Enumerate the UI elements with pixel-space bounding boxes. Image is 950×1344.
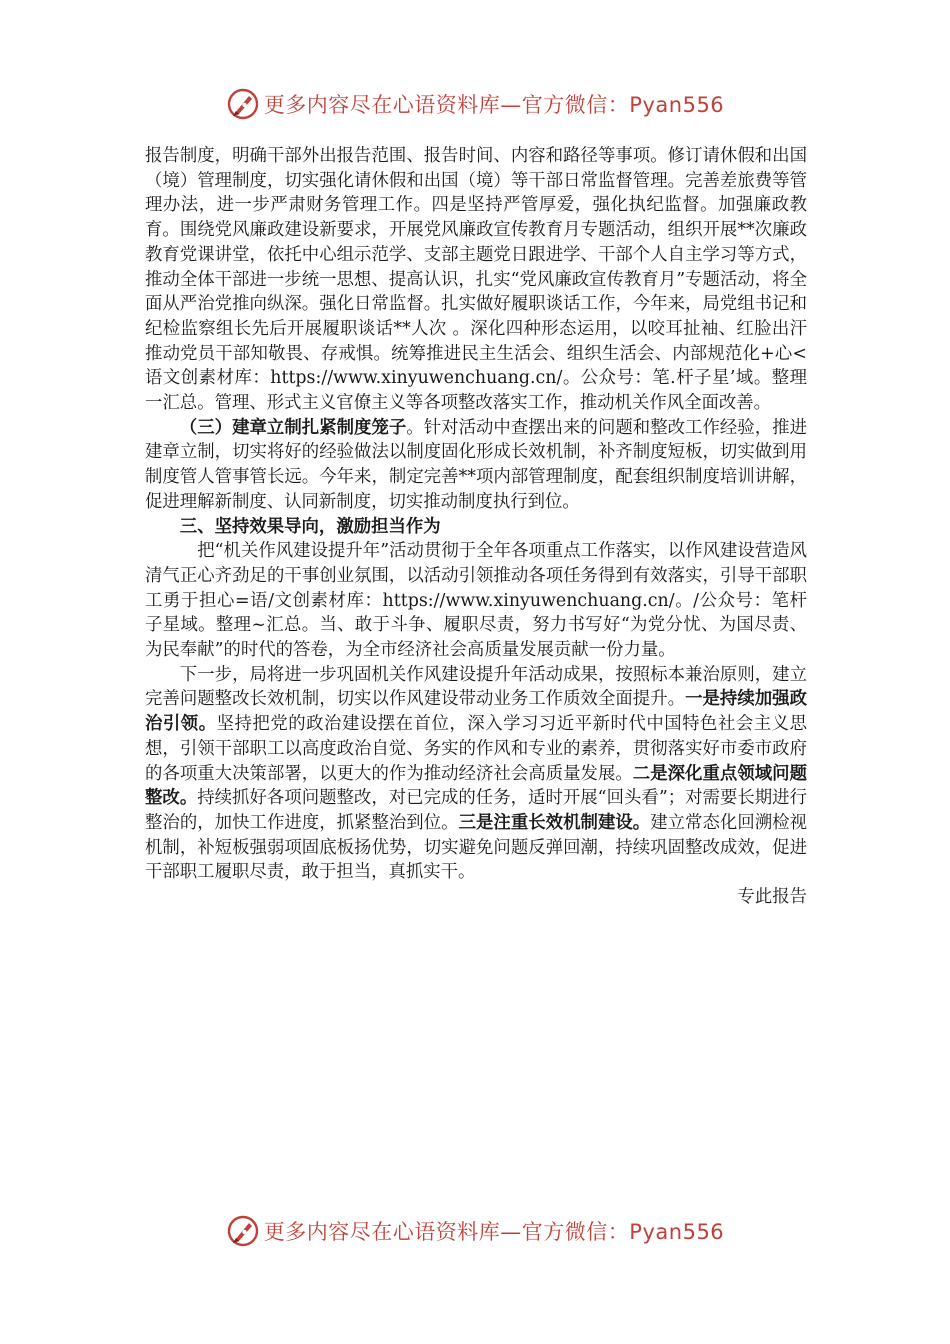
- pen-logo-icon: [226, 87, 260, 121]
- banner-text: 更多内容尽在心语资料库—官方微信：Pyan556: [263, 93, 725, 117]
- paragraph-text: 建立常态化回溯检视机制，补短板强弱项固底板扬优势，切实避免问题反弹回潮，持续巩固整改成效，促进干部职工履职尽责，敢于担当，真抓实干。: [145, 812, 807, 883]
- paragraph-text: 持续抓好各项问题整改，对已完成的任务，适时开展“回头看”；对需要长期进行整治的，加快工作进度，抓紧整治到位。: [145, 788, 807, 833]
- point-lead: 三是注重长效机制建设。: [458, 812, 651, 833]
- paragraph-text: 。针对活动中查摆出来的问题和整改工作经验，推进建章立制，切实将好的经验做法以制度固化形成长效机制，补齐制度短板，切实做到用制度管人管事管长远。今年来，制定完善**项内部管理制度，配套组织制度培训讲解，促进理解新制度、认同新制度，切实推动制度执行到位。: [145, 417, 807, 512]
- banner-text: 更多内容尽在心语资料库—官方微信：Pyan556: [263, 1220, 725, 1244]
- paragraph-text: 下一步，局将进一步巩固机关作风建设提升年活动成果，按照标本兼治原则，建立完善问题整改长效机制，切实以作风建设带动业务工作质效全面提升。: [145, 664, 807, 710]
- pen-logo-icon: [226, 1214, 260, 1248]
- section-heading: 三、坚持效果导向，激励担当作为: [179, 516, 441, 537]
- header-banner: [0, 84, 950, 124]
- footer-banner: [0, 1211, 950, 1251]
- section-lead: （三）建章立制扎紧制度笼子: [179, 417, 407, 438]
- paragraph: 把“机关作风建设提升年”活动贯彻于全年各项重点工作落实，以作风建设营造风清气正心齐劲足的干事创业氛围，以活动引领推动各项任务得到有效落实，引导干部职工勇于担心=语/文创素材库：https://www.xinyuwenchuang.cn/。/公众号：笔杆子星域。整理~汇总。当、敢于斗争、履职尽责，努力书写好“为党分忧、为国尽责、为民奉献”的时代的答卷，为全市经济社会高质量发展贡献一份力量。: [145, 541, 807, 661]
- paragraph: 报告制度，明确干部外出报告范围、报告时间、内容和路径等事项。修订请休假和出国（境）管理制度，切实强化请休假和出国（境）等干部日常监督管理。完善差旅费等管理办法，进一步严肃财务管理工作。四是坚持严管厚爱，强化执纪监督。加强廉政教育。围绕党风廉政建设新要求，开展党风廉政宣传教育月专题活动，组织开展**次廉政教育党课讲堂，依托中心组示范学、支部主题党日跟进学、干部个人自主学习等方式，推动全体干部进一步统一思想、提高认识，扎实“党风廉政宣传教育月”专题活动，将全面从严治党推向纵深。强化日常监督。扎实做好履职谈话工作，今年来，局党组书记和纪检监察组长先后开展履职谈话**人次 。深化四种形态运用，以咬耳扯袖、红脸出汗推动党员干部知敬畏、存戒惧。统筹推进民主生活会、组织生活会、内部规范化+心<语文创素材库：https://www.xinyuwenchuang.cn/。公众号：笔.杆子星’域。整理一汇总。管理、形式主义官僚主义等各项整改落实工作，推动机关作风全面改善。: [145, 146, 807, 414]
- paragraph: [145, 663, 807, 885]
- point-lead: 二是深化重点领域问题整改。: [145, 763, 807, 809]
- point-lead: 一是持续加强政治引领。: [145, 689, 807, 735]
- paragraph-text: 坚持把党的政治建设摆在首位，深入学习习近平新时代中国特色社会主义思想，引领干部职工以高度政治自觉、务实的作风和专业的素养，贯彻落实好市委市政府的各项重大决策部署，以更大的作为推动经济社会高质量发展。: [145, 714, 807, 784]
- closing-signature: 专此报告: [737, 887, 807, 908]
- document-body: [145, 144, 807, 910]
- paragraph: [145, 416, 807, 515]
